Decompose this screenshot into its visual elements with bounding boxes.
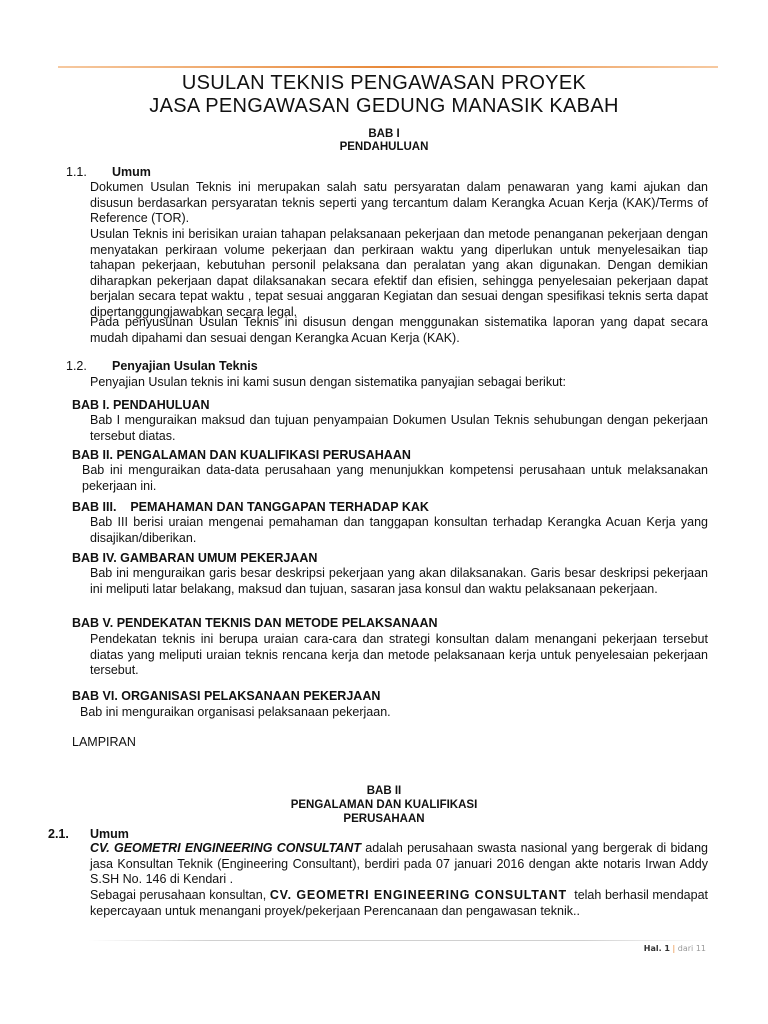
section-1-1-title: Umum — [112, 165, 151, 179]
section-2-1-paragraph-2 — [90, 888, 712, 919]
footer-separator: | — [672, 944, 676, 953]
page-number: Hal. 1 — [643, 944, 670, 953]
page-footer — [644, 944, 706, 953]
section-2-1-number: 2.1. — [48, 827, 69, 841]
section-1-2-intro: Penyajian Usulan teknis ini kami susun dengan sistematika panyajian sebagai berikut: — [90, 375, 566, 389]
section-2-1-paragraph-2-start: Sebagai perusahaan konsultan, — [90, 888, 270, 902]
section-2-1-paragraph-1-rest: adalah perusahaan swasta nasional yang bergerak di bidang jasa Konsultan Teknik (Engineering Consultant), berdiri pada 07 januari 2016 dengan akte notaris Irwan Addy S.SH No. 146 di Kendari . — [90, 841, 708, 887]
bab-item-4-text: Bab ini menguraikan garis besar deskripsi pekerjaan yang akan dilaksanakan. Garis besar deskripsi pekerjaan ini meliputi latar belakang, maksud dan tujuan, sasaran jasa konsul dan waktu pelaksanaan pekerjaan. — [90, 566, 708, 596]
doc-title-line2: JASA PENGAWASAN GEDUNG MANASIK KABAH — [149, 95, 619, 117]
company-name-2: CV. GEOMETRI ENGINEERING CONSULTANT — [269, 888, 567, 902]
bab-item-3-heading: BAB III. PEMAHAMAN DAN TANGGAPAN TERHADAP KAK — [72, 500, 429, 514]
bab-item-4-heading: BAB IV. GAMBARAN UMUM PEKERJAAN — [72, 551, 318, 565]
doc-title-line1: USULAN TEKNIS PENGAWASAN PROYEK — [181, 72, 587, 94]
section-2-1-paragraph-1 — [90, 841, 708, 888]
section-2-1-paragraph-2-rest: telah berhasil mendapat kepercayaan untuk menangani proyek/pekerjaan Perencanaan dan pengawasan teknik.. — [90, 888, 712, 918]
header-rule — [58, 66, 718, 68]
bab-item-1-text: Bab I menguraikan maksud dan tujuan penyampaian Dokumen Usulan Teknis sehubungan dengan pekerjaan tersebut diatas. — [90, 413, 708, 443]
section-1-1-paragraph-1: Dokumen Usulan Teknis ini merupakan salah satu persyaratan dalam penawaran yang kami ajukan dan disusun berdasarkan persyaratan teknis seperti yang tercantum dalam Kerangka Acuan Kerja (KAK)/Terms of Reference (TOR). — [90, 180, 708, 226]
bab2-name-line1: PENGALAMAN DAN KUALIFIKASI — [290, 799, 478, 811]
lampiran-label: LAMPIRAN — [72, 735, 136, 749]
bab1-label: BAB I — [368, 128, 400, 140]
footer-rule — [88, 940, 708, 941]
company-name: CV. GEOMETRI ENGINEERING CONSULTANT — [90, 841, 361, 855]
section-1-1-paragraph-2: Usulan Teknis ini berisikan uraian tahapan pelaksanaan pekerjaan dan metode penanganan pekerjaan dengan menyatakan perkiraan volume pekerjaan dan perkiraan waktu yang diperlukan untuk menyelesaikan tiap tahapan pekerjaan, kebutuhan personil pelaksana dan peralatan yang akan digunakan. Dengan demikian diharapkan pekerjaan dapat dilaksanakan secara efektif dan efisien, sehingga penyelesaian pekerjaan dapat berjalan secara tepat waktu , tepat sesuai anggaran Kegiatan dan sesuai dengan spesifikasi teknis serta dapat dipertanggungjawabkan secara legal. — [90, 227, 708, 319]
bab1-name: PENDAHULUAN — [339, 141, 429, 153]
bab-item-1-heading: BAB I. PENDAHULUAN — [72, 398, 210, 412]
bab-item-5-heading: BAB V. PENDEKATAN TEKNIS DAN METODE PELAKSANAAN — [72, 616, 438, 630]
bab2-name-line2: PERUSAHAAN — [343, 813, 425, 825]
bab2-label: BAB II — [366, 785, 402, 797]
bab-item-2-heading: BAB II. PENGALAMAN DAN KUALIFIKASI PERUSAHAAN — [72, 448, 411, 462]
section-1-2-number: 1.2. — [66, 359, 87, 373]
section-1-1-paragraph-3: Pada penyusunan Usulan Teknis ini disusun dengan menggunakan sistematika laporan yang dapat secara mudah dipahami dan sesuai dengan Kerangka Acuan Kerja (KAK). — [90, 315, 708, 345]
section-1-1-number: 1.1. — [66, 165, 87, 179]
bab-item-3-text: Bab III berisi uraian mengenai pemahaman dan tanggapan konsultan terhadap Kerangka Acuan Kerja yang disajikan/diberikan. — [90, 515, 708, 545]
bab-item-6-heading: BAB VI. ORGANISASI PELAKSANAAN PEKERJAAN — [72, 689, 381, 703]
bab-item-5-text: Pendekatan teknis ini berupa uraian cara-cara dan strategi konsultan dalam menangani pekerjaan tersebut diatas yang meliputi uraian teknis rencana kerja dan metode pelaksanaan kerja untuk penyelesaian pekerjaan tersebut. — [90, 632, 708, 678]
section-2-1-title: Umum — [90, 827, 129, 841]
section-1-2-title: Penyajian Usulan Teknis — [112, 359, 258, 373]
bab-item-6-text: Bab ini menguraikan organisasi pelaksanaan pekerjaan. — [80, 705, 391, 719]
page-total: dari 11 — [677, 944, 706, 953]
bab-item-2-text: Bab ini menguraikan data-data perusahaan yang menunjukkan kompetensi perusahaan untuk melaksanakan pekerjaan ini. — [82, 463, 708, 493]
